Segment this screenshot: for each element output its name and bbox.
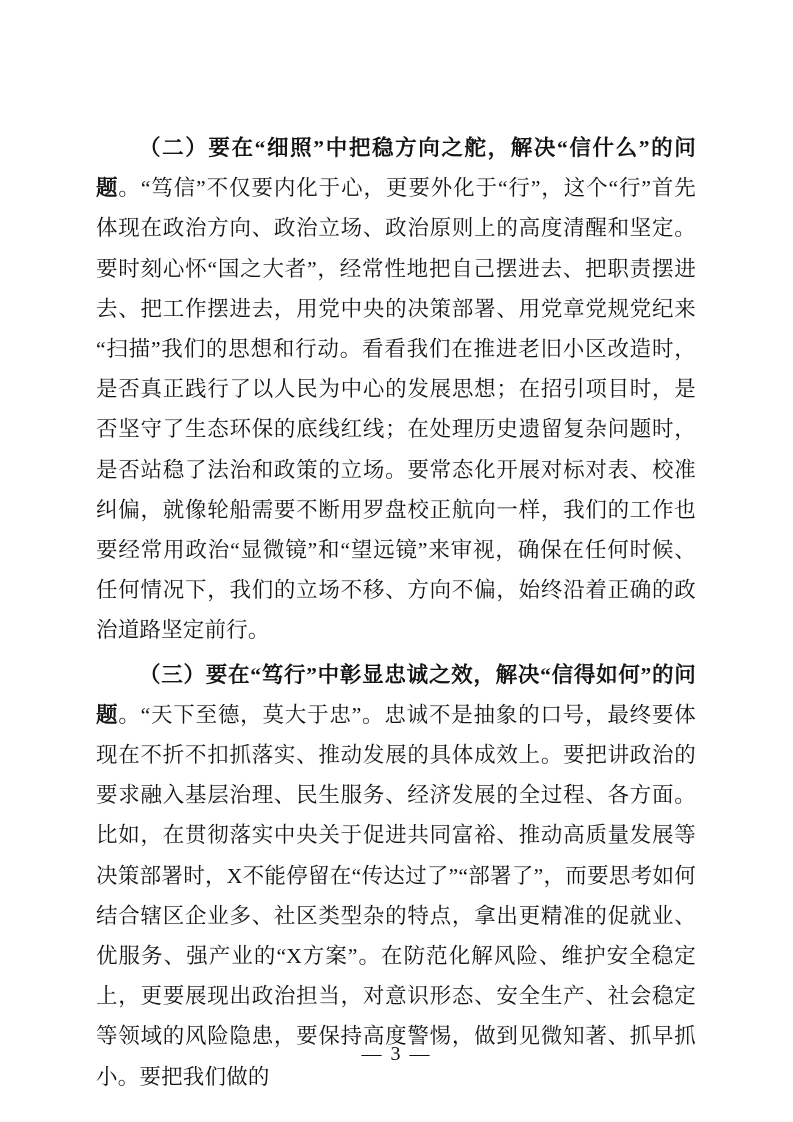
document-body xyxy=(96,128,696,1098)
paragraph-section-2 xyxy=(96,128,696,651)
page-number-text: — 3 — xyxy=(361,1043,432,1065)
page-number xyxy=(0,1043,793,1066)
paragraph-section-3-text xyxy=(96,663,696,1089)
paragraph-section-3 xyxy=(96,655,696,1097)
paragraph-lead-in: （三）要在“笃行”中彰显忠诚之效，解决“信得如何”的问题 xyxy=(96,662,696,727)
paragraph-section-2-text xyxy=(96,136,696,642)
paragraph-rest: 。“笃信”不仅要内化于心，更要外化于“行”，这个“行”首先体现在政治方向、政治立场、政治原则上的高度清醒和坚定。要时刻心怀“国之大者”，经常性地把自己摆进去、把职责摆进去、把工作摆进去，用党中央的决策部署、用党章党规党纪来“扫描”我们的思想和行动。看看我们在推进老旧小区改造时，是否真正践行了以人民为中心的发展思想；在招引项目时，是否坚守了生态环保的底线红线；在处理历史遗留复杂问题时，是否站稳了法治和政策的立场。要常态化开展对标对表、校准纠偏，就像轮船需要不断用罗盘校正航向一样，我们的工作也要经常用政治“显微镜”和“望远镜”来审视，确保在任何时候、任何情况下，我们的立场不移、方向不偏，始终沿着正确的政治道路坚定前行。 xyxy=(96,176,696,643)
paragraph-lead-in: （二）要在“细照”中把稳方向之舵，解决“信什么”的问题 xyxy=(96,136,696,201)
paragraph-rest: 。“天下至德，莫大于忠”。忠诚不是抽象的口号，最终要体现在不折不扣抓落实、推动发展的具体成效上。要把讲政治的要求融入基层治理、民生服务、经济发展的全过程、各方面。比如，在贯彻落实中央关于促进共同富裕、推动高质量发展等决策部署时，X不能停留在“传达过了”“部署了”，而要思考如何结合辖区企业多、社区类型杂的特点，拿出更精准的促就业、优服务、强产业的“X方案”。在防范化解风险、维护安全稳定上，更要展现出政治担当，对意识形态、安全生产、社会稳定等领域的风险隐患，要保持高度警惕，做到见微知著、抓早抓小。要把我们做的 xyxy=(96,702,696,1089)
